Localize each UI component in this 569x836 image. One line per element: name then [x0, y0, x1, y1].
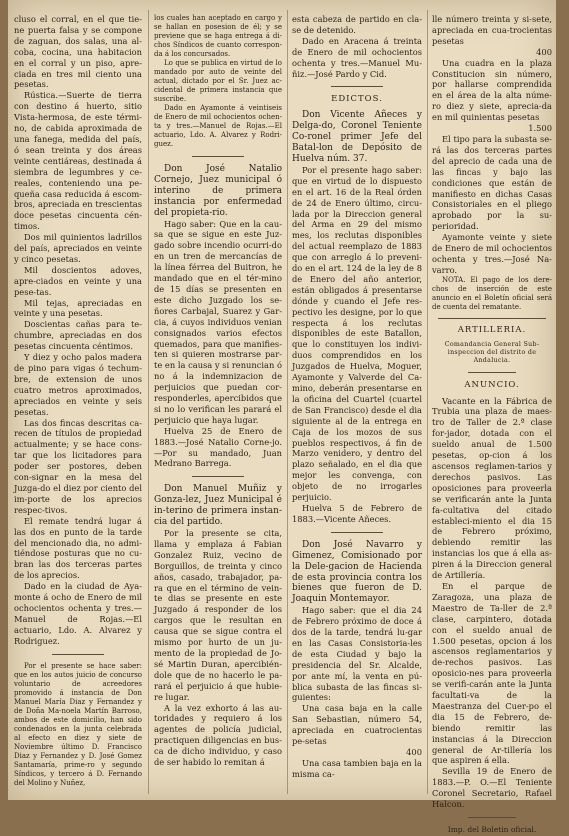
paragraph: Hago saber: que el dia 24 de Febrero próximo de doce á dos de la tarde, tendrá lu-gar en las Casas Consistoria-les de esta Ciudad y bajo la presidencia del Sr. Alcalde, por ante mí, la venta en pú-blica subasta de las fincas si-guientes: [292, 605, 422, 703]
paragraph: Huelva 25 de Enero de 1883.—José Natalio Corne-jo.—Por su mandado, Juan Medrano Barrega. [154, 425, 282, 469]
separator [192, 476, 243, 477]
paragraph: Don Vicente Añeces y Delga-do, Coronel Teniente Co-ronel primer Jefe del Batal-lon de Depósito de Huelva núm. 37. [292, 110, 422, 164]
separator [192, 156, 243, 157]
paragraph: Una casa baja en la calle San Sebastian, número 54, apreciada en cuatrocientas pe-setas [292, 703, 422, 747]
paragraph: Y diez y ocho palos madera de pino para vigas ó techum-bre, de extension de unos cuatro metros aproximados, apreciados en veinte y seis pesetas. [14, 352, 142, 417]
paragraph: Dos mil quinientos ladrillos del país, apreciados en veinte y cinco pesetas. [14, 232, 142, 264]
paragraph: Doscientas cañas para te-chumbre, apreciadas en dos pesetas cincuenta céntimos. [14, 319, 142, 352]
separator [468, 817, 516, 818]
section-heading: EDICTOS. [331, 94, 383, 105]
paragraph: Don Manuel Muñiz y Gonza-lez, Juez Municipal é in-terino de primera instan-cia del partido. [154, 484, 282, 528]
paragraph: Dado en Aracena á treinta de Enero de mil ochocientos ochenta y tres.—Manuel Mu-ñiz.—José Pardo y Cid. [292, 35, 422, 79]
paragraph: Las dos fincas descritas ca-recen de títulos de propiedad actualmente; y se hace cons-tar que los licitadores para poder ser postores, deben con-signar en la mesa del Juzga-do el diez por ciento del im-porte de los aprecios respec-tivos. [14, 417, 142, 515]
price-value: 400 [406, 747, 422, 757]
paragraph: Don José Natalio Cornejo, Juez municipal ó interino de primera instancia por enfermedad del propieta-rio. [154, 164, 282, 218]
paragraph: Una casa tambien baja en la misma ca- [292, 757, 422, 779]
paragraph: Una cuadra en la plaza Constitucion sin número, por hallarse comprendida en el área de la alta núme-ro diez y siete, aprecia-da en mil quinientas pesetas [432, 57, 552, 123]
separator [331, 86, 383, 87]
paragraph: En el parque de Zaragoza, una plaza de Maestro de Ta-ller de 2.ª clase, carpintero, dotada con el sueldo anual de 1.500 pesetas, opcion á los ascensos reglamentarios y de-rechos pasivos. Las oposicio-nes para proveerla se verifi-carán ante la Junta facultati-va de la Maestranza del Cuer-po el dia 15 de Febrero, de-biendo remitir las instancias á la Direccion general de Ar-tillería los que aspiren á ella. [432, 580, 552, 766]
paragraph: lle número treinta y si-sete, apreciada en cua-trocientas pesetas [432, 14, 552, 46]
paragraph: Sevilla 19 de Enero de 1883.—P. O.—El Teniente Coronel Secretario, Rafael Halcon. [432, 766, 552, 810]
paragraph: cluso el corral, en el que tie-ne puerta falsa y se compone de zaguan, dos salas, una al-coba, cocina, una habitacion en el corral y un piso, apre-ciada en tres mil ciento una pesetas. [14, 14, 142, 90]
separator [52, 654, 103, 655]
column-1 [14, 14, 142, 792]
printer-imprint: Imp. del Boletin oficial. [447, 825, 537, 834]
paragraph: Rústica.—Suerte de tierra con destino á huerto, sitio Vista-hermosa, de este térmi-no, de cabida aproximada de una fanega, medida del país, ó sean treinta y dos áreas veinte centiáreas, destinada á siembra de legumbres y ce-reales, conteniendo una pe-queña casa reducida á escom-bros, apreciada en trescientas doce pesetas cincuenta cén-timos. [14, 90, 142, 232]
price-value: 400 [536, 46, 552, 57]
paragraph: Mil doscientos adoves, apre-ciados en veinte y una pese-tas. [14, 264, 142, 297]
paragraph: los cuales han aceptado en cargo y se hallan en posesion de él; y se previene que se haga entrega á di-chos Síndicos de cuanto correspon-da á los concursados. [154, 14, 282, 58]
newspaper-page [8, 0, 556, 834]
paragraph: Dado en Ayamonte á veintiseis de Enero de mil ochocientos ochen-ta y tres.—Manuel de Rojas.—El actuario, Ldo. A. Alvarez y Rodri-guez. [154, 104, 282, 148]
section-subheading: Comandancia General Sub-inspeccion del distrito de Andalucia. [444, 340, 540, 364]
column-2 [154, 14, 282, 792]
section-heading: ANUNCIO. [464, 379, 520, 390]
paragraph: Hago saber: Que en la cau-sa que se sigue en este Juz-gado sobre incendio ocurri-do en un tren de mercancías de la línea férrea del Buitron, he mandado que en el tér-mino de 15 días se presenten en este dicho Juzgado los se-ñores Carbajal, Suarez y Gar-cia, á cuyos individuos venian consignados varios efectos quemados, para que manifies-ten si quieren mostrarse par-te en la causa y si renuncian ó no á la indemnizacion de perjuicios que puedan cor-responderles, apercibidos que si no lo verifican les parará el perjuicio que haya lugar. [154, 218, 282, 425]
paragraph: Por el presente hago saber: que en virtud de lo dispuesto en el art. 16 de la Real órden de 24 de Enero último, circu-lada por la Direccion general del Arma en 29 del mismo mes, los reclutas disponibles del actual reemplazo de 1883 que con arreglo á lo preveni-do en el art. 124 de la ley de 8 de Enero del año anterior, están obligados á presentarse dónde y cuando el Jefe res-pectivo les designe, por lo que respecta á los reclutas disponibles de este Batallon, que lo constituyen los indivi-duos comprendidos en los Juzgados de Huelva, Moguer, Ayamonte y Valverde del Ca-mino, deberán presentarse en la oficina del Cuartel (cuartel de San Francisco) desde el dia siguiente al de la entrega en Caja de los mozos de sus pueblos respectivos, á fin de Marzo venidero, y dentro del plazo señalado, en el dia que mejor les convenga, con objeto de no irrogarles perjuicio. [292, 164, 422, 503]
price-value: 1.500 [528, 123, 552, 134]
paragraph: NOTA. El pago de los dere-chos de inserción de este anuncio en el Boletín oficial será de cuenta del rematante. [432, 275, 552, 311]
paragraph: Por la presente se cita, llama y emplaza á Fabian Gonzalez Ruiz, vecino de Borguillos, de treinta y cinco años, casado, trabajador, pa-ra que en el término de vein-te dias se presente en este Juzgado á responder de los cargos que le resultan en causa que se sigue contra el mismo por hurto de un ju-mento de la propiedad de Jo-sé Martin Duran, apercibién-dole que de no hacerlo le pa-rará el perjuicio á que hubie-re lugar. [154, 528, 282, 702]
separator [438, 318, 546, 319]
paragraph: Dado en la ciudad de Aya-monte á ocho de Enero de mil ochocientos ochenta y tres.—Manuel de Rojas.—El actuario, Ldo. A. Alvarez y Rodriguez. [14, 581, 142, 646]
column-divider [287, 10, 288, 794]
column-3 [292, 14, 422, 792]
section-heading: ARTILLERIA. [457, 324, 527, 335]
paragraph: Mil tejas, apreciadas en veinte y una pesetas. [14, 297, 142, 319]
paragraph: esta cabeza de partido en cla-se de detenido. [292, 14, 422, 35]
paragraph: El remate tendrá lugar á las dos en punto de la tarde del mencionado dia, no admi-tiéndose posturas que no cu-bran las dos terceras partes de los aprecios. [14, 515, 142, 581]
column-4 [432, 14, 552, 834]
separator [331, 532, 383, 533]
paragraph: El tipo para la subasta se-rá las dos terceras partes del aprecio de cada una de las fincas y bajo las condiciones que están de manifiesto en dichas Casas Consistoriales en el pliego aprobado por la su-perioridad. [432, 133, 552, 232]
paragraph: A la vez exhorto á las au-toridades y requiero á los agentes de policía judicial, practiquen diligencias en bus-ca de dicho individuo, y caso de ser habido lo remitan á [154, 702, 282, 768]
paragraph: Huelva 5 de Febrero de 1883.—Vicente Añeces. [292, 502, 422, 524]
paragraph: Por el presente se hace saber: que en los autos juicio de concurso voluntario de acreedores promovido á instancia de Don Manuel María Diaz y Fernandez y de Doña Ma-noela Martín Barroso, ambos de este domicilio, han sido condenados en la junta celebrada al efecto en diez y siete de Noviembre último D. Francisco Diaz y Fernandez y D. José Gomez Santamaría, prime-ro y segundo Síndicos, y tercero á D. Fernando del Molino y Nuñez, [14, 661, 142, 787]
paragraph: Vacante en la Fábrica de Trubia una plaza de maes-tro de Taller de 2.ª clase for-jador, dotada con el sueldo anual de 1.500 pesetas, op-cion á los ascensos reglamen-tarios y derechos pasivos. Las oposiciones para proveerla se verificarán ante la Junta fa-cultativa del citado estableci-miento el dia 15 de Febrero próximo, debiendo remitir las instancias los que á ella as-piren á la Direccion general de Artillería. [432, 395, 552, 581]
paragraph: Ayamonte veinte y siete de Enero de mil ochocientos ochenta y tres.—José Na-varro. [432, 232, 552, 275]
column-divider [148, 10, 149, 794]
paragraph: Don José Navarro y Gimenez, Comisionado por la Dele-gacion de Hacienda de esta provincia contra los bienes que fueron de D. Joaquin Montemayor. [292, 539, 422, 605]
paragraph: Lo que se publica en virtud de lo mandado por auto de veinte del actual, dictado por el Sr. Juez ac-cidental de primera instancia que suscribe. [154, 59, 282, 103]
separator [468, 372, 516, 373]
column-divider [427, 10, 428, 794]
